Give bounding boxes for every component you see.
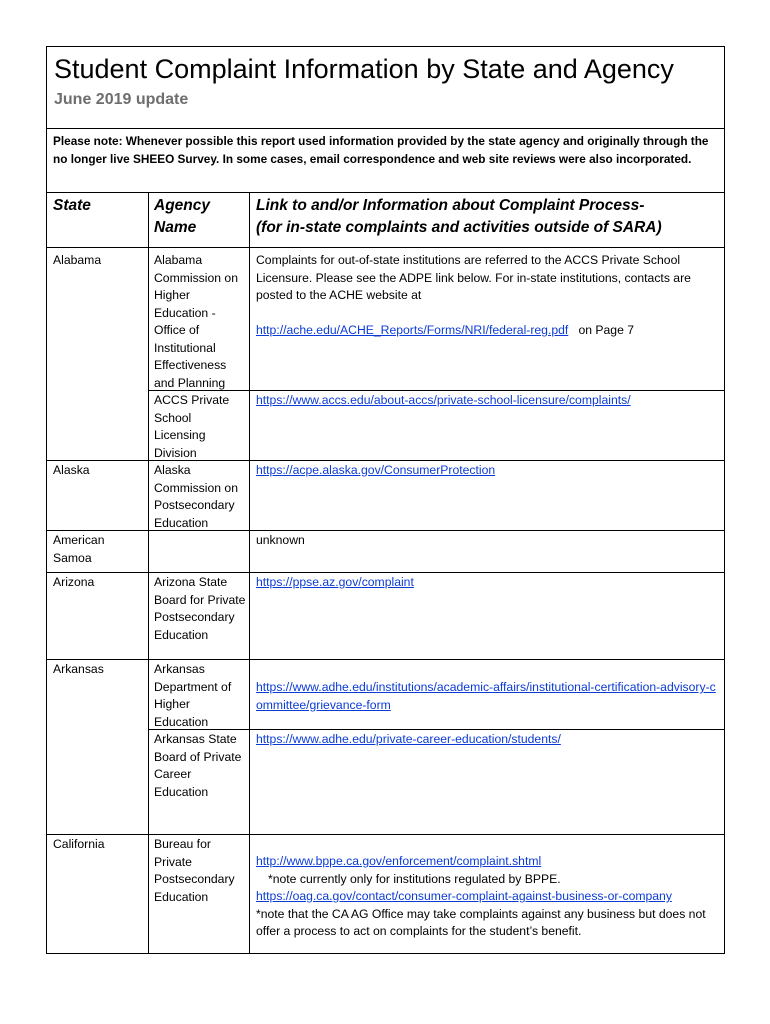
california-note-bppe: *note currently only for institutions regulated by BPPE. [268,871,561,886]
info-alabama [256,252,720,340]
agency-alabama-accs: ACCS Private School Licensing Division [154,393,230,460]
info-alabama-text: Complaints for out-of-state institutions are referred to the ACCS Private School Licensure. Please see the ADPE link below. For in-state institutions, contacts are posted to the ACHE website at [256,253,691,302]
info-arizona [256,574,720,592]
state-arizona: Arizona [53,575,95,589]
alabama-ache-link[interactable]: http://ache.edu/ACHE_Reports/Forms/NRI/federal-reg.pdf [256,323,569,337]
agency-alaska: Alaska Commission on Postsecondary Education [154,463,238,530]
header-info [256,195,722,239]
alaska-link[interactable]: https://acpe.alaska.gov/ConsumerProtection [256,463,496,477]
row-divider [47,659,724,660]
alabama-link-suffix: on Page 7 [568,323,635,337]
agency-california: Bureau for Private Postsecondary Education [154,837,235,904]
state-alabama: Alabama [53,253,102,267]
california-note-ag: *note that the CA AG Office may take complaints against any business but does not offer a process to act on complaints for the student’s benefit. [256,906,706,938]
alabama-accs-link[interactable]: https://www.accs.edu/about-accs/private-school-licensure/complaints/ [256,393,631,407]
state-california: California [53,837,105,851]
info-arkansas-private-career [256,731,720,749]
info-california [256,853,720,941]
row-divider [47,530,724,531]
row-divider [47,247,724,248]
california-bppe-link[interactable]: http://www.bppe.ca.gov/enforcement/complaint.shtml [256,854,542,868]
header-agency: Agency Name [154,197,210,236]
agency-arizona: Arizona State Board for Private Postsecondary Education [154,575,246,642]
document-page [46,46,725,954]
page-title: Student Complaint Information by State and Agency [54,54,674,84]
page-subtitle: June 2019 update [54,91,189,108]
state-american-samoa: American Samoa [53,533,105,565]
title-block [47,47,724,129]
arkansas-adhe-link[interactable]: https://www.adhe.edu/institutions/academic-affairs/institutional-certification-advisory-committee/grievance-form [256,680,716,712]
row-divider [47,572,724,573]
agency-alabama-ache: Alabama Commission on Higher Education - Office of Institutional Effectiveness and Planning [154,253,238,390]
arizona-link[interactable]: https://ppse.az.gov/complaint [256,575,414,589]
header-info-line1: Link to and/or Information about Complaint Process- [256,197,645,214]
row-divider [47,460,724,461]
state-alaska: Alaska [53,463,90,477]
agency-arkansas-adhe: Arkansas Department of Higher Education [154,662,232,729]
info-american-samoa: unknown [256,533,305,547]
header-info-line2: (for in-state complaints and activities outside of SARA) [256,219,662,236]
info-alabama-link-line [256,322,720,340]
california-ag-link[interactable]: https://oag.ca.gov/contact/consumer-complaint-against-business-or-company [256,889,672,903]
agency-arkansas-private-career: Arkansas State Board of Private Career Education [154,732,242,799]
arkansas-private-career-link[interactable]: https://www.adhe.edu/private-career-education/students/ [256,732,561,746]
note-block [47,128,724,193]
info-alaska [256,462,720,480]
info-alabama-accs [256,392,720,410]
info-arkansas-adhe [256,679,718,714]
state-arkansas: Arkansas [53,662,104,676]
row-divider [47,834,724,835]
note-text: Please note: Whenever possible this report used information provided by the state agency and originally through the no longer live SHEEO Survey. In some cases, email correspondence and web site reviews were also incorporated. [53,134,709,166]
header-state: State [53,197,91,214]
